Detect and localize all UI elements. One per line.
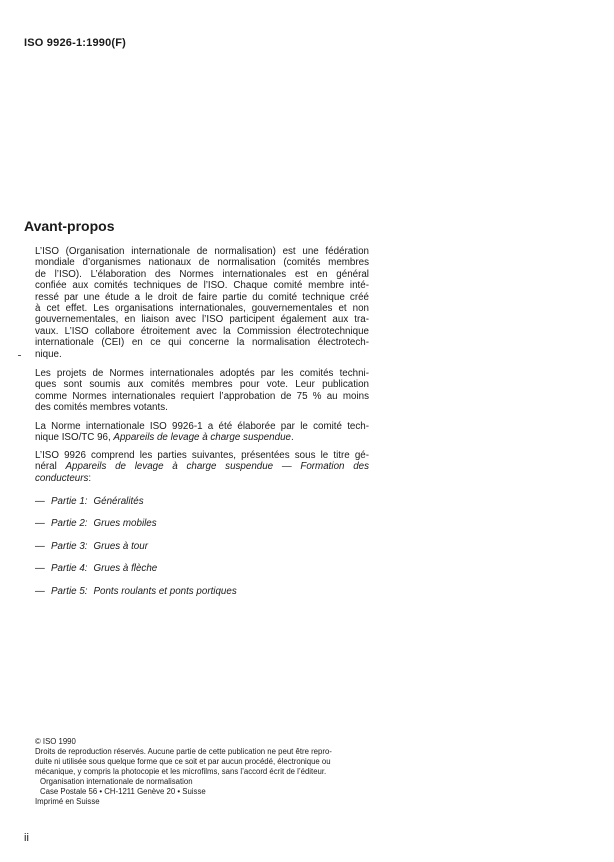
list-dash: — xyxy=(35,496,45,507)
text-run: : xyxy=(88,472,92,484)
series-title: Appareils de levage à charge suspendue — Formation des xyxy=(65,461,369,473)
text-run: . xyxy=(290,432,294,444)
part-number: Partie 4: xyxy=(51,563,88,574)
page-number: ii xyxy=(24,832,29,844)
paragraph-line: La Norme internationale ISO 9926-1 a été élaborée par le comité tech- xyxy=(35,421,369,432)
paragraph-1 xyxy=(35,246,369,360)
rights-line: Droits de reproduction réservés. Aucune partie de cette publication ne peut être repro- xyxy=(35,747,332,756)
part-title: Généralités xyxy=(93,496,144,507)
paragraph-2 xyxy=(35,368,369,414)
margin-mark xyxy=(18,355,21,356)
paragraph-line xyxy=(35,461,369,472)
paragraph-line: de l’ISO). L’élaboration des Normes internationales est en général xyxy=(35,268,369,280)
organization-address: Case Postale 56 • CH-1211 Genève 20 • Suisse xyxy=(40,787,206,796)
paragraph-line: ressé par une étude a le droit de faire partie du comité technique créé xyxy=(35,291,369,303)
paragraph-line: Les projets de Normes internationales adoptés par les comités techni- xyxy=(35,368,369,379)
paragraph-3 xyxy=(35,421,369,444)
section-title: Avant-propos xyxy=(24,218,115,234)
paragraph-line: à cet effet. Les organisations internationales, gouvernementales et non xyxy=(35,303,369,315)
paragraph-line: L’ISO 9926 comprend les parties suivantes, présentées sous le titre gé- xyxy=(35,450,369,461)
organization-name: Organisation internationale de normalisation xyxy=(40,777,193,786)
rights-line: duite ni utilisée sous quelque forme que ce soit et par aucun procédé, électronique ou xyxy=(35,757,331,766)
paragraph-line: vaux. L’ISO collabore étroitement avec la Commission électrotechnique xyxy=(35,325,369,337)
series-title: conducteurs xyxy=(35,472,89,484)
part-title: Grues à tour xyxy=(93,541,148,552)
list-item xyxy=(35,541,148,552)
list-dash: — xyxy=(35,518,45,529)
paragraph-line: internationale (CEI) en ce qui concerne la normalisation électrotech- xyxy=(35,337,369,349)
part-number: Partie 1: xyxy=(51,496,88,507)
copyright-footer xyxy=(35,737,395,807)
list-item xyxy=(35,496,144,507)
paragraph-line xyxy=(35,473,369,484)
part-title: Grues à flèche xyxy=(93,563,158,574)
paragraph-4 xyxy=(35,450,369,484)
committee-title: Appareils de levage à charge suspendue xyxy=(113,432,291,444)
document-header: ISO 9926-1:1990(F) xyxy=(24,37,127,49)
paragraph-line: gouvernementales, en liaison avec l’ISO participent également aux tra- xyxy=(35,314,369,326)
text-run: néral xyxy=(35,461,66,473)
copyright-notice: © ISO 1990 xyxy=(35,737,76,746)
list-dash: — xyxy=(35,541,45,552)
list-item xyxy=(35,518,157,529)
rights-line: mécanique, y compris la photocopie et les microfilms, sans l’accord écrit de l’éditeur. xyxy=(35,767,327,776)
paragraph-line: mondiale d’organismes nationaux de normalisation (comités membres xyxy=(35,257,369,269)
part-number: Partie 2: xyxy=(51,518,88,529)
part-number: Partie 5: xyxy=(51,586,88,597)
list-dash: — xyxy=(35,586,45,597)
list-dash: — xyxy=(35,563,45,574)
list-item xyxy=(35,563,157,574)
paragraph-line: comme Normes internationales requiert l’approbation de 75 % au moins xyxy=(35,390,369,402)
text-run: nique ISO/TC 96, xyxy=(35,432,114,444)
list-item xyxy=(35,586,237,597)
paragraph-line: L’ISO (Organisation internationale de normalisation) est une fédération xyxy=(35,246,369,257)
paragraph-line: des comités membres votants. xyxy=(35,402,168,414)
part-number: Partie 3: xyxy=(51,541,88,552)
printed-in: Imprimé en Suisse xyxy=(35,797,100,806)
part-title: Ponts roulants et ponts portiques xyxy=(93,586,237,597)
part-title: Grues mobiles xyxy=(93,518,157,529)
paragraph-line xyxy=(35,432,369,443)
paragraph-line: nique. xyxy=(35,348,62,360)
paragraph-line: ques sont soumis aux comités membres pour vote. Leur publication xyxy=(35,379,369,391)
paragraph-line: confiée aux comités techniques de l’ISO. Chaque comité membre inté- xyxy=(35,280,369,292)
